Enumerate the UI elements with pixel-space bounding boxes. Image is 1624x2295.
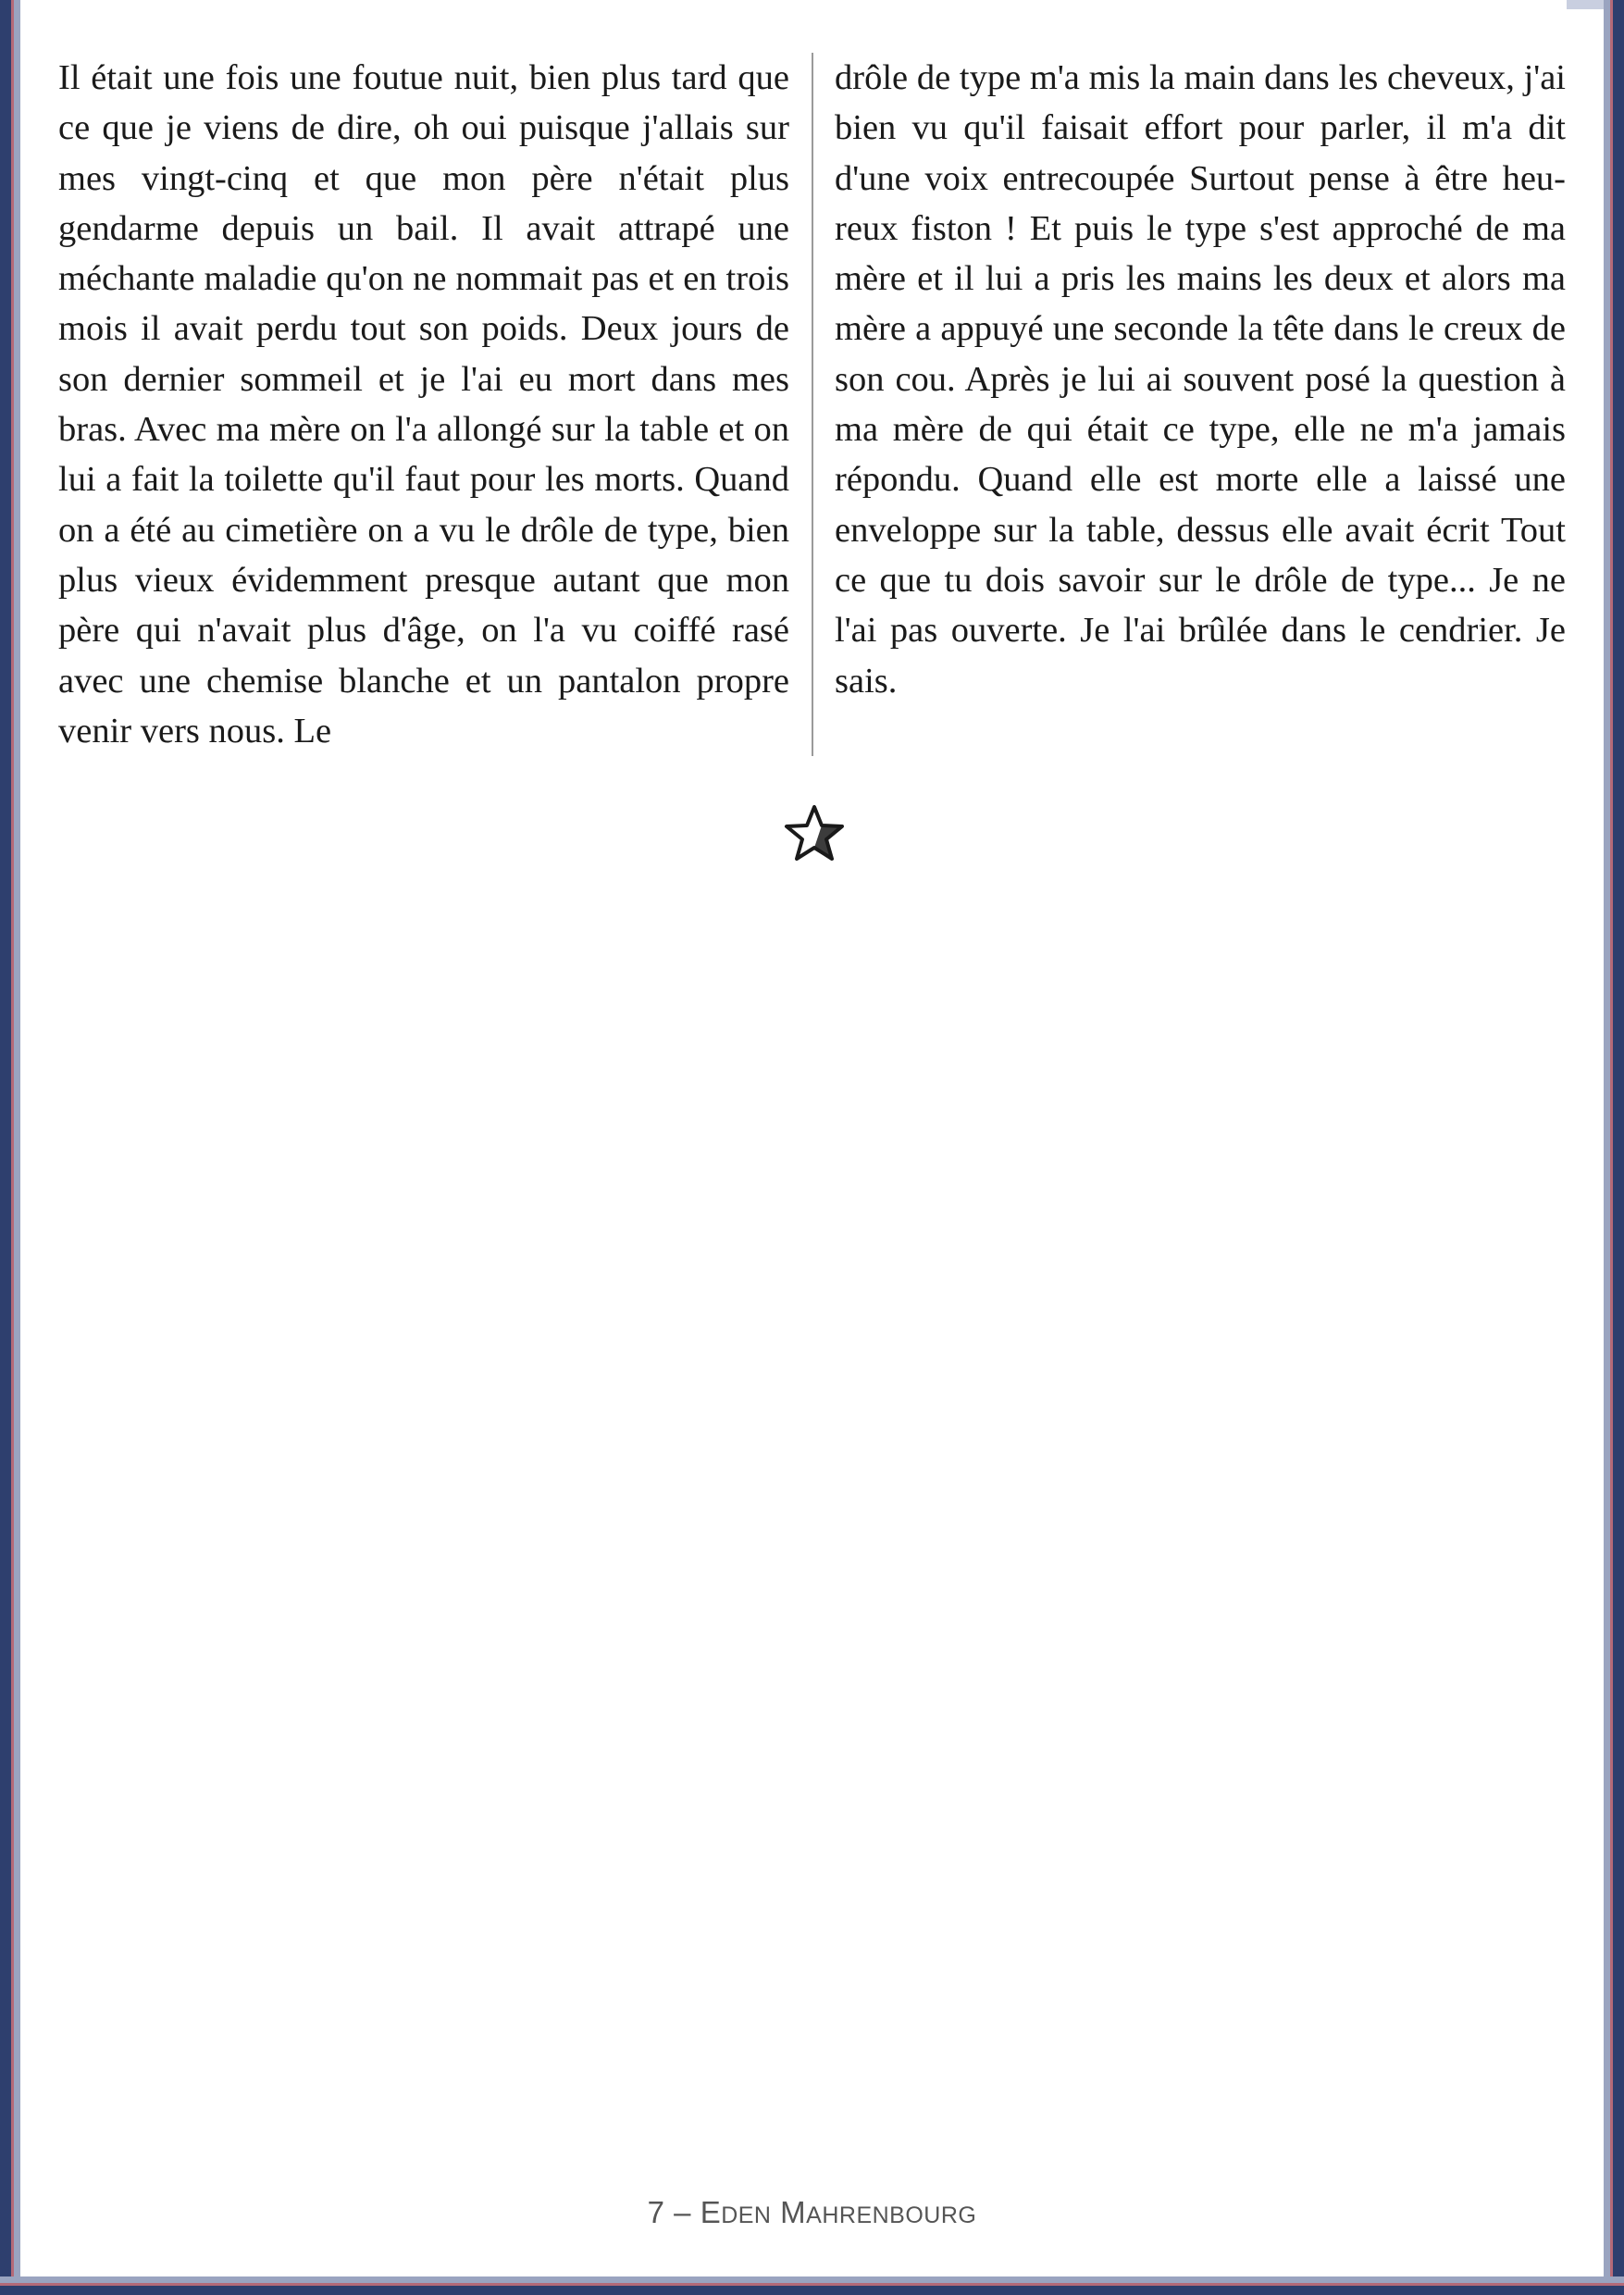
text-column-right: drôle de type m'a mis la main dans les cheveux, j'ai bien vu qu'il faisait effort pour parler, il m'a dit d'une voix entrecoupée Surtout pense à être heureux fiston ! Et puis le type s'est approché de ma mère et il lui a pris les mains les deux et alors ma mère a appuyé une seconde la tête dans le creux de son cou. Après je lui ai souvent posé la question à ma mère de qui était ce type, elle ne m'a jamais répondu. Quand elle est morte elle a laissé une enveloppe sur la table, dessus elle avait écrit Tout ce que tu dois savoir sur le drôle de type... Je ne l'ai pas ouverte. Je l'ai brûlée dans le cendrier. Je sais. <box>835 58 1566 701</box>
page-number: 7 <box>647 2195 665 2229</box>
page-corner-mark <box>1567 0 1604 9</box>
author-name: EDEN MAHRENBOURG <box>700 2195 977 2229</box>
column-divider <box>812 53 813 756</box>
star-icon <box>782 803 847 862</box>
page-footer <box>0 2195 1624 2230</box>
page-border-right <box>1604 0 1624 2295</box>
footer-dash: – <box>674 2195 692 2229</box>
page-border-left <box>0 0 20 2295</box>
page-border-bottom <box>0 2276 1624 2295</box>
text-column-left: Il était une fois une foutue nuit, bien plus tard que ce que je viens de dire, oh oui puisque j'allais sur mes vingt-cinq et que mon père n'était plus gendarme depuis un bail. Il avait attrapé une méchante maladie qu'on ne nommait pas et en trois mois il avait perdu tout son poids. Deux jours de son dernier sommeil et je l'ai eu mort dans mes bras. Avec ma mère on l'a allongé sur la table et on lui a fait la toilette qu'il faut pour les morts. Quand on a été au cimetière on a vu le drôle de type, bien plus vieux évidemment presque autant que mon père qui n'avait plus d'âge, on l'a vu coiffé rasé avec une chemise blanche et un pantalon propre venir vers nous. Le <box>58 58 789 751</box>
